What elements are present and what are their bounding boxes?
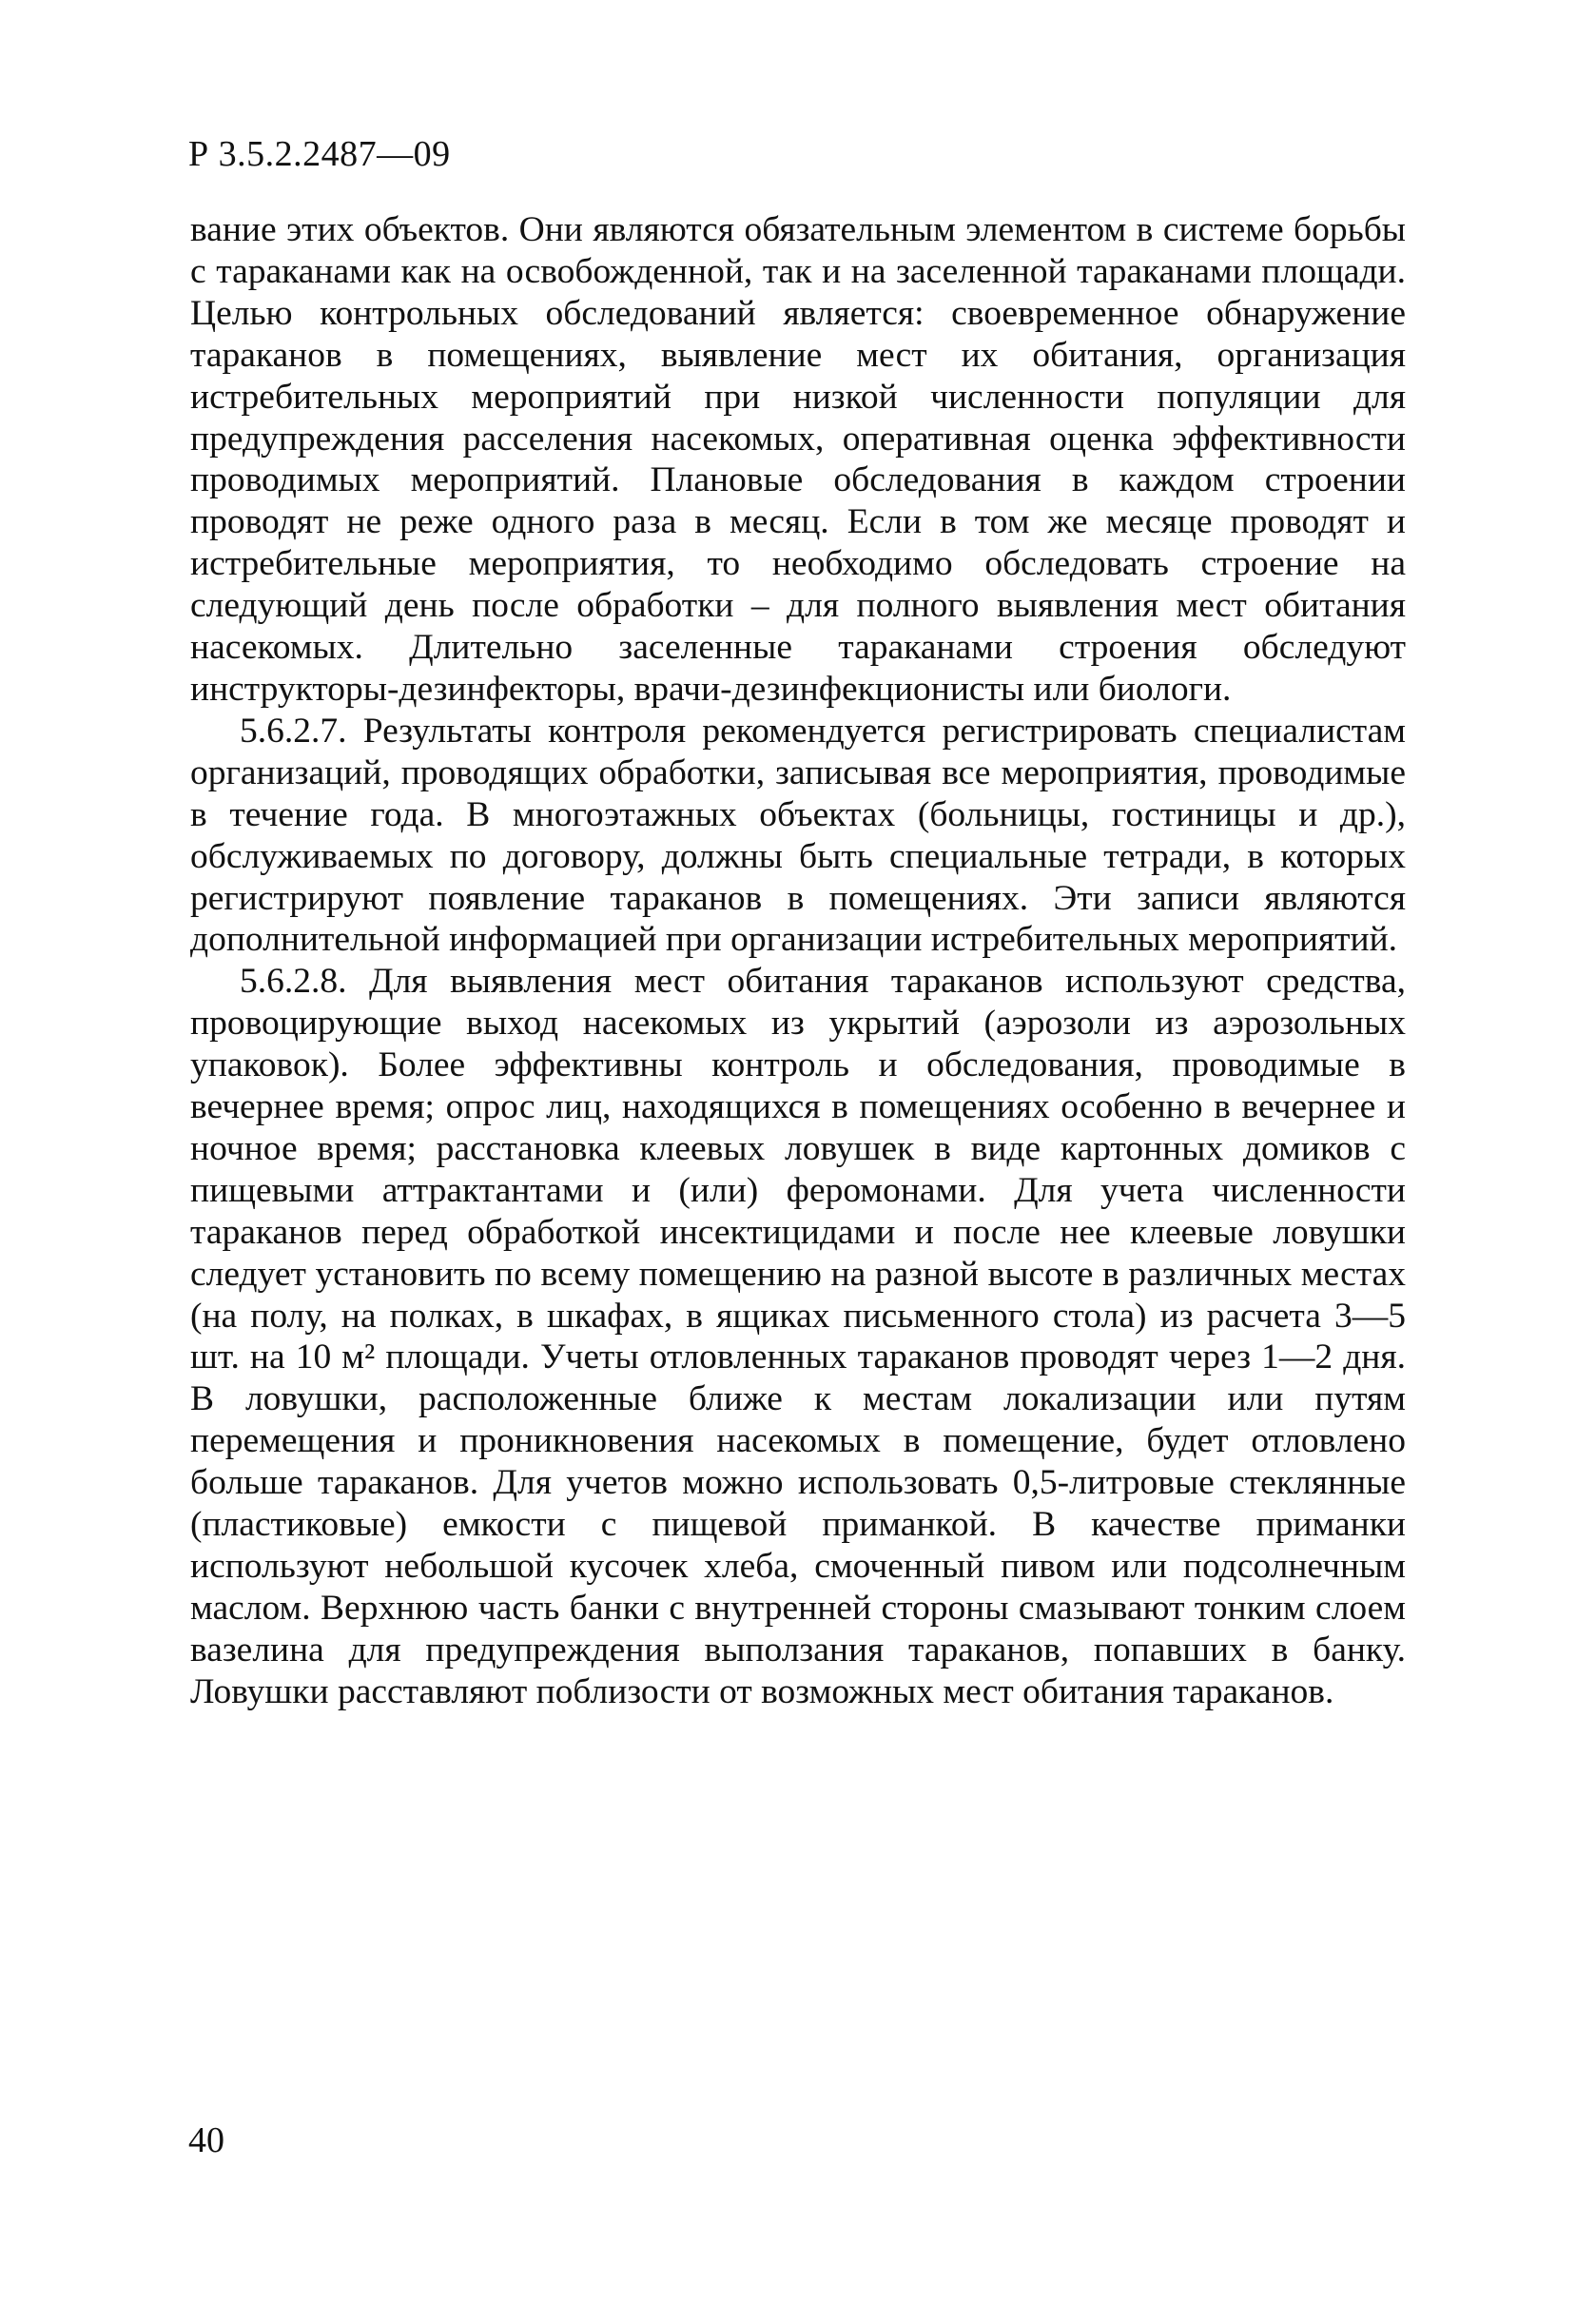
paragraph-5-6-2-8: 5.6.2.8. Для выявления мест обитания тараканов используют средства, провоцирующие выход насекомых из укрытий (аэрозоли из аэрозольных упаковок). Более эффективны контроль и обследования, проводимые в вечернее время; опрос лиц, находящихся в помещениях особенно в вечернее и ночное время; расстановка клеевых ловушек в виде картонных домиков с пищевыми аттрактантами и (или) феромонами. Для учета численности тараканов перед обработкой инсектицидами и после нее клеевые ловушки следует установить по всему помещению на разной высоте в различных местах (на полу, на полках, в шкафах, в ящиках письменного стола) из расчета 3—5 шт. на 10 м² площади. Учеты отловленных тараканов проводят через 1—2 дня. В ловушки, расположенные ближе к местам локализации или путям перемещения и проникновения насекомых в помещение, будет отловлено больше тараканов. Для учетов можно использовать 0,5-литровые стеклянные (пластиковые) емкости с пищевой приманкой. В качестве приманки используют небольшой кусочек хлеба, смоченный пивом или подсолнечным маслом. Верхнюю часть банки с внутренней стороны смазывают тонким слоем вазелина для предупреждения выползания тараканов, попавших в банку. Ловушки расставляют поблизости от возможных мест обитания тараканов.: [190, 962, 1406, 1711]
page-number: 40: [188, 2120, 224, 2160]
paragraph-continuation: вание этих объектов. Они являются обязательным элементом в системе борьбы с тараканами как на освобожденной, так и на заселенной тараканами площади. Целью контрольных обследований является: своевременное обнаружение тараканов в помещениях, выявление мест их обитания, организация истребительных мероприятий при низкой численности популяции для предупреждения расселения насекомых, оперативная оценка эффективности проводимых мероприятий. Плановые обследования в каждом строении проводят не реже одного раза в месяц. Если в том же месяце проводят и истребительные мероприятия, то необходимо обследовать строение на следующий день после обработки – для полного выявления мест обитания насекомых. Длительно заселенные тараканами строения обследуют инструкторы-дезинфекторы, врачи-дезинфекционисты или биологи.: [190, 210, 1406, 709]
document-body: [190, 209, 1406, 1713]
paragraph-5-6-2-7: 5.6.2.7. Результаты контроля рекомендуется регистрировать специалистам организаций, проводящих обработки, записывая все мероприятия, проводимые в течение года. В многоэтажных объектах (больницы, гостиницы и др.), обслуживаемых по договору, должны быть специальные тетради, в которых регистрируют появление тараканов в помещениях. Эти записи являются дополнительной информацией при организации истребительных мероприятий.: [190, 711, 1406, 960]
document-code-header: Р 3.5.2.2487—09: [188, 134, 451, 174]
